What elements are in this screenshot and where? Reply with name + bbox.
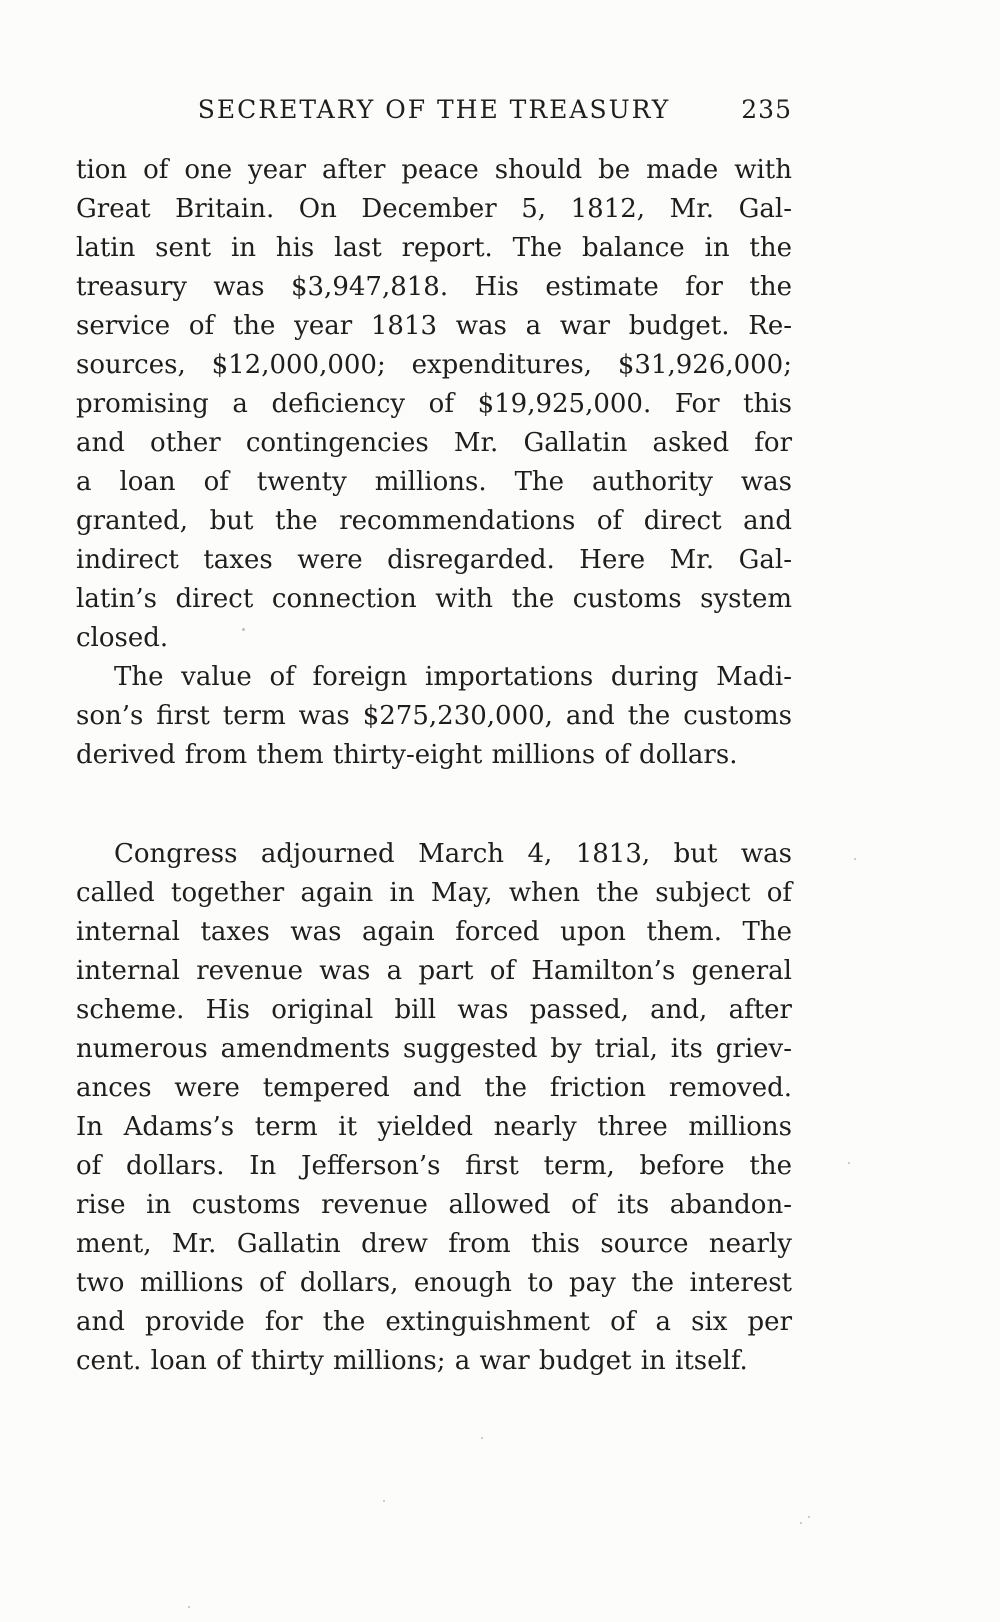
page-number: 235 — [741, 95, 792, 124]
paragraph-importations — [76, 658, 792, 775]
text-line: two millions of dollars, enough to pay the interest — [76, 1268, 792, 1298]
text-line: granted, but the recommendations of direct and — [76, 506, 792, 536]
text-line: tion of one year after peace should be made with — [76, 155, 792, 185]
scan-speck — [242, 628, 245, 631]
text-line: and provide for the extinguishment of a six per — [76, 1307, 792, 1337]
text-line: closed. — [76, 623, 169, 653]
text-line: latin’s direct connection with the customs system — [76, 584, 792, 614]
text-line: cent. loan of thirty millions; a war budget in itself. — [76, 1346, 748, 1376]
text-line: derived from them thirty-eight millions of dollars. — [76, 740, 738, 770]
text-line: a loan of twenty millions. The authority was — [76, 467, 792, 497]
text-line: sources, $12,000,000; expenditures, $31,926,000; — [76, 350, 792, 380]
text-line: rise in customs revenue allowed of its abandon- — [76, 1190, 792, 1220]
text-line: latin sent in his last report. The balance in the — [76, 233, 792, 263]
text-line: Congress adjourned March 4, 1813, but was — [114, 839, 792, 869]
page-header — [76, 94, 792, 125]
scan-speck — [188, 1606, 190, 1608]
text-line: son’s first term was $275,230,000, and the customs — [76, 701, 792, 731]
paragraph-congress — [76, 835, 792, 1381]
scan-speck — [800, 1522, 802, 1524]
text-line: The value of foreign importations during Madi- — [114, 662, 792, 692]
page-body — [76, 151, 792, 1381]
text-line: internal taxes was again forced upon them. The — [76, 917, 792, 947]
text-line: promising a deficiency of $19,925,000. For this — [76, 389, 792, 419]
text-line: and other contingencies Mr. Gallatin asked for — [76, 428, 792, 458]
text-line: Great Britain. On December 5, 1812, Mr. Gal- — [76, 194, 792, 224]
text-line: ment, Mr. Gallatin drew from this source nearly — [76, 1229, 792, 1259]
scan-speck — [481, 1437, 483, 1439]
running-title: SECRETARY OF THE TREASURY — [197, 95, 671, 124]
text-line: scheme. His original bill was passed, and, after — [76, 995, 792, 1025]
scan-speck — [854, 858, 856, 860]
scan-speck — [848, 1162, 850, 1164]
text-line: called together again in May, when the subject of — [76, 878, 792, 908]
text-line: internal revenue was a part of Hamilton’s general — [76, 956, 792, 986]
text-line: treasury was $3,947,818. His estimate for the — [76, 272, 792, 302]
text-line: of dollars. In Jefferson’s first term, before the — [76, 1151, 792, 1181]
text-line: ances were tempered and the friction removed. — [76, 1073, 792, 1103]
text-line: service of the year 1813 was a war budget. Re- — [76, 311, 792, 341]
text-line: indirect taxes were disregarded. Here Mr. Gal- — [76, 545, 792, 575]
scan-speck — [383, 1500, 385, 1502]
paragraph-continuation — [76, 151, 792, 658]
text-line: numerous amendments suggested by trial, its griev- — [76, 1034, 792, 1064]
text-line: In Adams’s term it yielded nearly three millions — [76, 1112, 792, 1142]
scan-speck — [808, 1516, 810, 1518]
